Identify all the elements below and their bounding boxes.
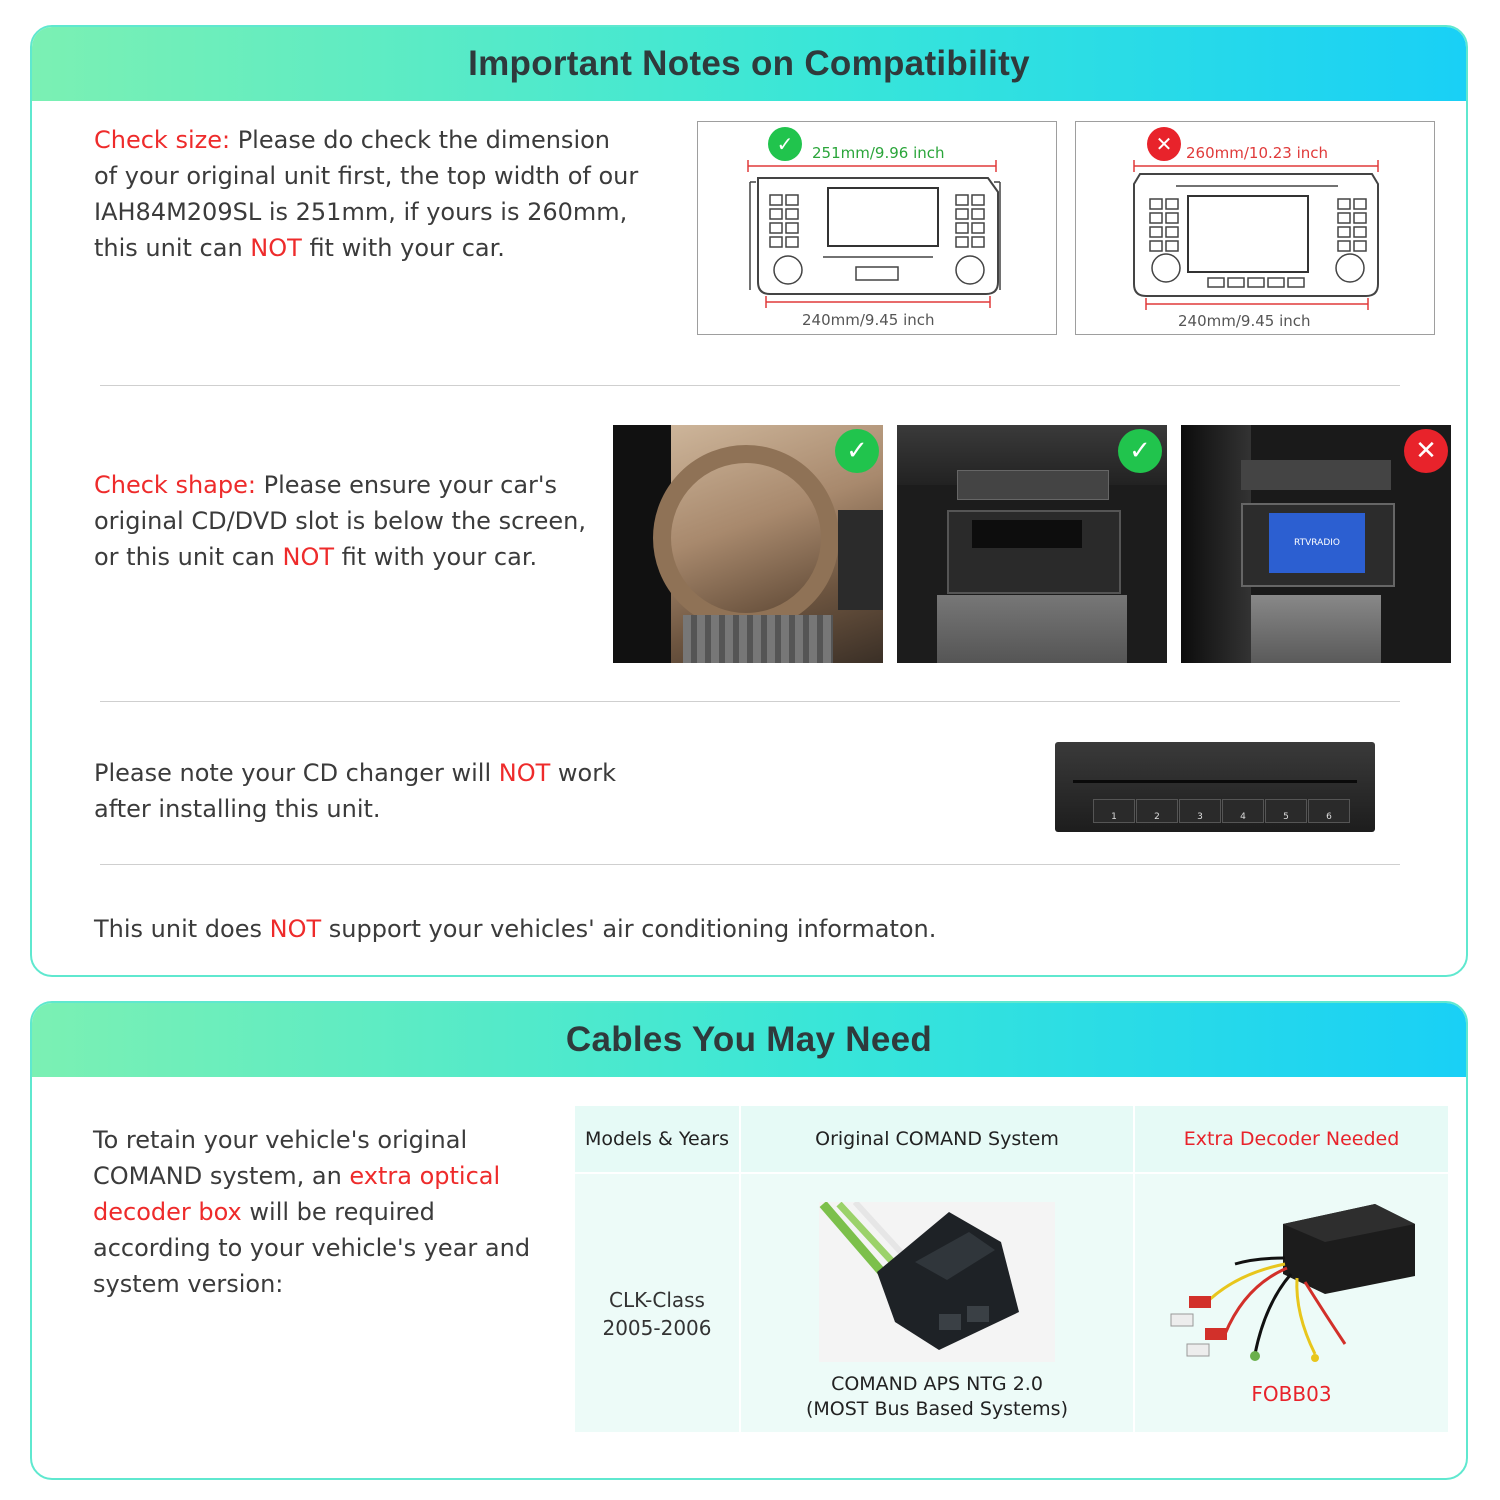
size-diagram-incompatible (1075, 121, 1435, 335)
model-text: CLK-Class 2005-2006 (602, 1288, 712, 1340)
compatibility-header (32, 27, 1466, 101)
cables-title: Cables You May Need (565, 1020, 933, 1059)
console-shape (838, 510, 883, 610)
button-row-shape (1241, 460, 1391, 490)
bottom-width-label: 240mm/9.45 inch (802, 311, 935, 329)
air-conditioning-text: This unit does NOT support your vehicles' air conditioning informaton. (94, 915, 937, 943)
check-size-label: Check size: (94, 126, 231, 154)
cd-changer-text: Please note your CD changer will NOT work after installing this unit. (94, 759, 616, 823)
radio-unit-outline (1076, 122, 1436, 336)
check-shape-label: Check shape: (94, 471, 256, 499)
cd-button: 6 (1308, 799, 1350, 823)
header-extra-decoder: Extra Decoder Needed (1135, 1106, 1448, 1172)
cd-button: 1 (1093, 799, 1135, 823)
not-emphasis: NOT (250, 234, 302, 262)
check-icon: ✓ (835, 429, 879, 473)
cd-button: 3 (1179, 799, 1221, 823)
top-width-label: 260mm/10.23 inch (1186, 144, 1329, 162)
cross-icon: ✕ (1147, 127, 1181, 161)
section-divider (100, 385, 1400, 386)
pedal-shape (683, 615, 833, 663)
cd-slot (1073, 780, 1357, 783)
climate-panel-shape (1251, 595, 1381, 663)
header-original-system: Original COMAND System (741, 1106, 1133, 1172)
dashboard-photo-compatible-1 (613, 425, 883, 663)
dashboard-photo-incompatible (1181, 425, 1451, 663)
check-icon: ✓ (1118, 429, 1162, 473)
cell-system (741, 1174, 1133, 1432)
cd-preset-buttons (1093, 799, 1350, 823)
cd-button: 5 (1265, 799, 1307, 823)
cables-intro-text: To retain your vehicle's original COMAND system, an extra optical decoder box will be required according to your vehicle's year and system version: (93, 1126, 531, 1298)
check-shape-text: Check shape: Please ensure your car's original CD/DVD slot is below the screen, or this unit can NOT fit with your car. (94, 471, 586, 571)
cd-changer-unit (1055, 742, 1375, 832)
cell-decoder (1135, 1174, 1448, 1432)
section-divider (100, 864, 1400, 865)
header-models-years: Models & Years (575, 1106, 739, 1172)
system-text: COMAND APS NTG 2.0 (MOST Bus Based Systems) (805, 1373, 1068, 1420)
size-diagram-compatible (697, 121, 1057, 335)
climate-panel-shape (937, 595, 1127, 663)
decoder-model-text: FOBB03 (1251, 1382, 1332, 1406)
button-row-shape (957, 470, 1109, 500)
comand-connector-image (819, 1202, 1055, 1362)
cell-model (575, 1174, 739, 1432)
radio-unit-outline (698, 122, 1058, 336)
navigation-screen: RTVRADIO (1269, 513, 1365, 573)
not-emphasis: NOT (498, 759, 551, 787)
check-size-text: Check size: Please do check the dimension of your original unit first, the top width of our IAH84M209SL is 251mm, if yours is 260mm, this unit can NOT fit with your car. (94, 126, 639, 262)
not-emphasis: NOT (282, 543, 334, 571)
cross-icon: ✕ (1404, 429, 1448, 473)
top-width-label: 251mm/9.96 inch (812, 144, 945, 162)
section-divider (100, 701, 1400, 702)
compatibility-title: Important Notes on Compatibility (468, 44, 1030, 83)
lcd-display-shape (972, 520, 1082, 548)
decoder-emphasis: extra optical decoder box (93, 1162, 501, 1226)
not-emphasis: NOT (269, 915, 322, 943)
check-icon: ✓ (768, 127, 802, 161)
cd-button: 4 (1222, 799, 1264, 823)
dashboard-photo-compatible-2 (897, 425, 1167, 663)
cd-button: 2 (1136, 799, 1178, 823)
decoder-box-image (1165, 1194, 1425, 1369)
steering-wheel-shape (653, 445, 839, 631)
bottom-width-label: 240mm/9.45 inch (1178, 312, 1311, 330)
cables-table (575, 1106, 1448, 1432)
cables-header (32, 1003, 1466, 1077)
